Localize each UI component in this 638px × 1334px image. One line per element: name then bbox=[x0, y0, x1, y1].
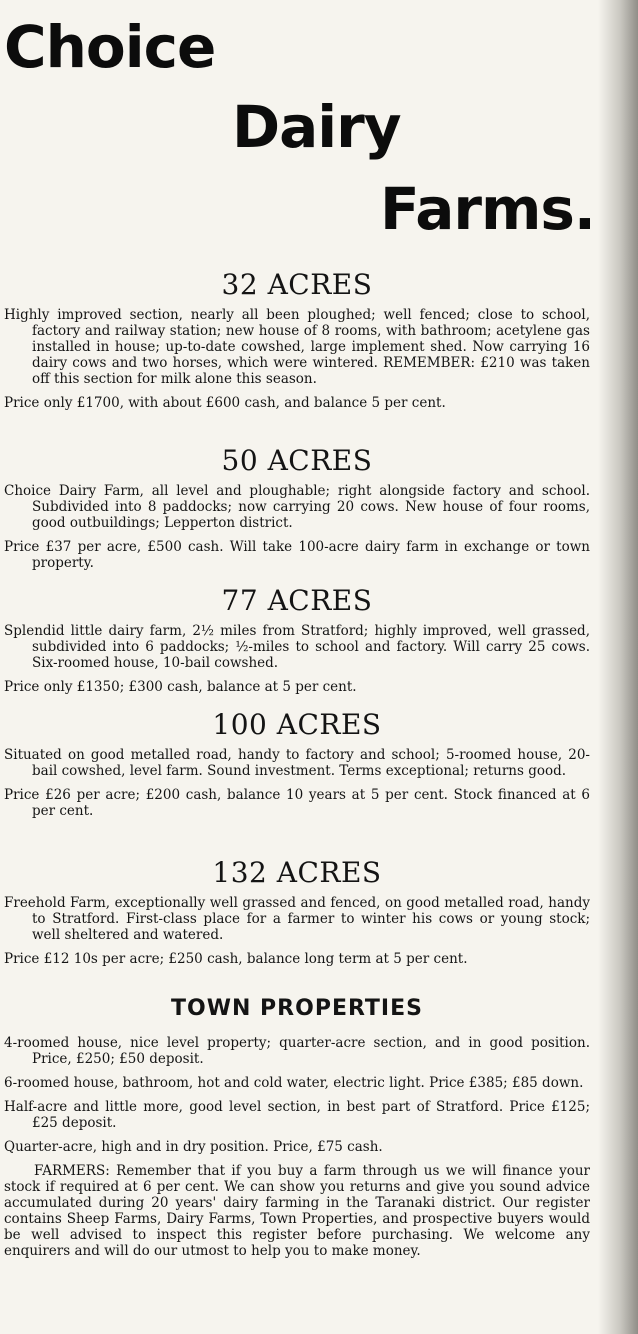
listing-description: Freehold Farm, exceptionally well grassed and fenced, on good metalled road, handy to Stratford. First-class place for a farmer to winter his cows or young stock; well sheltered and watered. bbox=[4, 895, 590, 943]
listing-description: Splendid little dairy farm, 2½ miles from Stratford; highly improved, well grassed, subdivided into 6 paddocks; ½-miles to school and factory. Will carry 25 cows. Six-roomed house, 10-bail cowshed. bbox=[4, 623, 590, 671]
listing-price: Price only £1350; £300 cash, balance at 5 per cent. bbox=[4, 679, 357, 695]
listing-description: Situated on good metalled road, handy to factory and school; 5-roomed house, 20-bail cowshed, level farm. Sound investment. Terms exceptional; returns good. bbox=[4, 747, 590, 779]
listing-100-acres bbox=[4, 708, 590, 827]
listing-heading: 132 ACRES bbox=[212, 856, 382, 889]
town-property-item: 4-roomed house, nice level property; quarter-acre section, and in good position. Price, £250; £50 deposit. bbox=[4, 1035, 590, 1067]
listing-price: Price £26 per acre; £200 cash, balance 10 years at 5 per cent. Stock financed at 6 per cent. bbox=[4, 787, 590, 819]
headline-farms: Farms. bbox=[380, 175, 595, 243]
headline-choice: Choice bbox=[4, 13, 216, 81]
listing-132-acres bbox=[4, 856, 590, 975]
headline-dairy: Dairy bbox=[232, 93, 401, 161]
town-property-item: Quarter-acre, high and in dry position. Price, £75 cash. bbox=[4, 1139, 383, 1155]
listing-77-acres bbox=[4, 584, 590, 703]
torn-page-edge bbox=[598, 0, 638, 1334]
farmers-notice: FARMERS: Remember that if you buy a farm through us we will finance your stock if required at 6 per cent. We can show you returns and give you sound advice accumulated during 20 years' dairy farming in the Taranaki district. Our register contains Sheep Farms, Dairy Farms, Town Properties, and prospective buyers would be well advised to inspect this register before purchasing. We welcome any enquirers and will do our utmost to help you to make money. bbox=[4, 1163, 590, 1259]
town-properties-heading: TOWN PROPERTIES bbox=[171, 996, 423, 1021]
town-property-item: Half-acre and little more, good level section, in best part of Stratford. Price £125; £25 deposit. bbox=[4, 1099, 590, 1131]
listing-price: Price £37 per acre, £500 cash. Will take 100-acre dairy farm in exchange or town property. bbox=[4, 539, 590, 571]
listing-50-acres bbox=[4, 444, 590, 579]
town-property-item: 6-roomed house, bathroom, hot and cold water, electric light. Price £385; £85 down. bbox=[4, 1075, 584, 1091]
listing-price: Price only £1700, with about £600 cash, and balance 5 per cent. bbox=[4, 395, 446, 411]
listing-heading: 77 ACRES bbox=[221, 584, 373, 617]
listing-heading: 100 ACRES bbox=[212, 708, 382, 741]
listing-price: Price £12 10s per acre; £250 cash, balance long term at 5 per cent. bbox=[4, 951, 468, 967]
listing-heading: 50 ACRES bbox=[221, 444, 373, 477]
town-properties bbox=[4, 996, 590, 1267]
listing-32-acres bbox=[4, 268, 590, 419]
listing-heading: 32 ACRES bbox=[221, 268, 373, 301]
listing-description: Choice Dairy Farm, all level and ploughable; right alongside factory and school. Subdivided into 8 paddocks; now carrying 20 cows. New house of four rooms, good outbuildings; Lepperton district. bbox=[4, 483, 590, 531]
listing-description: Highly improved section, nearly all been ploughed; well fenced; close to school, factory and railway station; new house of 8 rooms, with bathroom; acetylene gas installed in house; up-to-date cowshed, large implement shed. Now carrying 16 dairy cows and two horses, which were wintered. REMEMBER: £210 was taken off this section for milk alone this season. bbox=[4, 307, 590, 387]
